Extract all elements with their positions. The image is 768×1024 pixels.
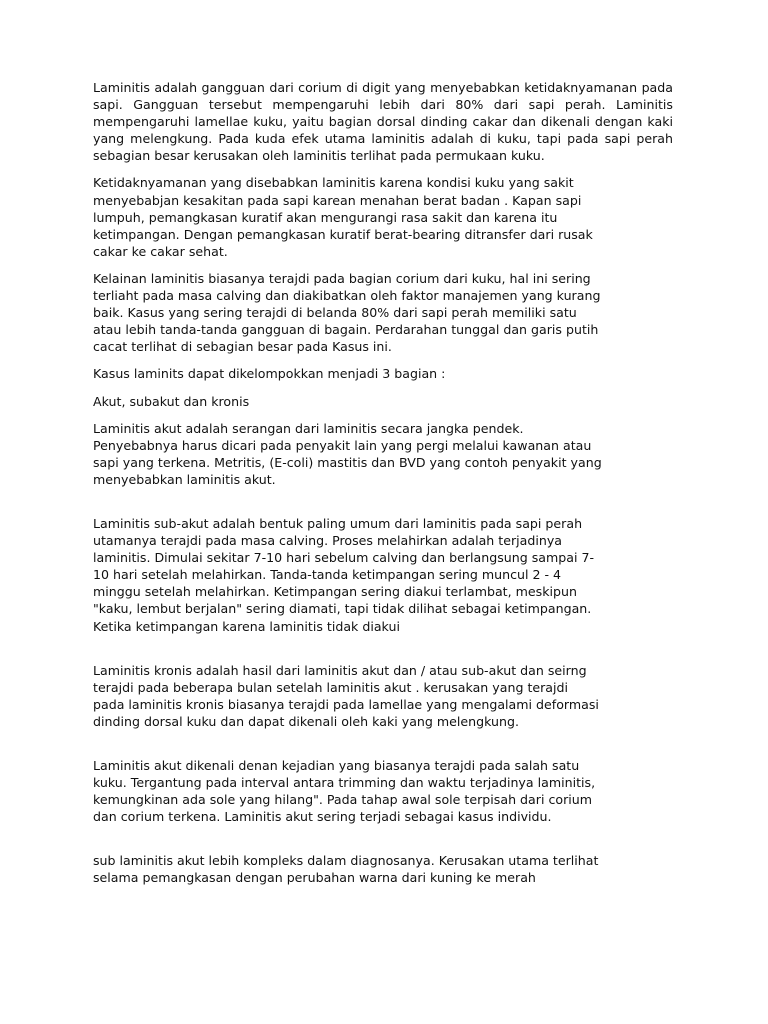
paragraph-discomfort: Ketidaknyamanan yang disebabkan laminitis karena kondisi kuku yang sakit menyebabjan kesakitan pada sapi karean menahan berat badan . Kapan sapi lumpuh, pemangkasan kuratif akan mengurangi rasa sakit dan karena itu ketimpangan. Dengan pemangkasan kuratif berat-bearing ditransfer dari rusak cakar ke cakar sehat. bbox=[93, 175, 593, 259]
paragraph-acute: Laminitis akut adalah serangan dari laminitis secara jangka pendek. Penyebabnya harus dicari pada penyakit lain yang pergi melalui kawanan atau sapi yang terkena. Metritis, (E-coli) mastitis dan BVD yang contoh penyakit yang menyebabkan laminitis akut. bbox=[93, 420, 602, 487]
paragraph-intro: Laminitis adalah gangguan dari corium di digit yang menyebabkan ketidaknyamanan pada sapi. Gangguan tersebut mempengaruhi lebih dari 80% dari sapi perah. Laminitis mempengaruhi lamellae kuku, yaitu bagian dorsal dinding cakar dan dikenali dengan kaki yang melengkung. Pada kuda efek utama laminitis adalah di kuku, tapi pada sapi perah sebagian besar kerusakan oleh laminitis terlihat pada permukaan kuku. bbox=[93, 80, 673, 164]
paragraph-subacute-diagnosis: sub laminitis akut lebih kompleks dalam diagnosanya. Kerusakan utama terlihat selama pemangkasan dengan perubahan warna dari kuning ke merah bbox=[93, 853, 599, 886]
paragraph-classification: Kasus laminits dapat dikelompokkan menjadi 3 bagian : bbox=[93, 366, 446, 382]
paragraph-chronic: Laminitis kronis adalah hasil dari laminitis akut dan / atau sub-akut dan seirng terajdi pada beberapa bulan setelah laminitis akut . kerusakan yang terajdi pada laminitis kronis biasanya terajdi pada lamellae yang mengalami deformasi dinding dorsal kuku dan dapat dikenali oleh kaki yang melengkung. bbox=[93, 662, 599, 729]
paragraph-acute-recognition: Laminitis akut dikenali denan kejadian yang biasanya terajdi pada salah satu kuku. Tergantung pada interval antara trimming dan waktu terjadinya laminitis, kemungkinan ada sole yang hilang". Pada tahap awal sole terpisah dari corium dan corium terkena. Laminitis akut sering terjadi sebagai kasus individu. bbox=[93, 758, 596, 825]
paragraph-categories: Akut, subakut dan kronis bbox=[93, 393, 250, 409]
document-page bbox=[93, 79, 673, 887]
paragraph-subacute: Laminitis sub-akut adalah bentuk paling umum dari laminitis pada sapi perah utamanya terajdi pada masa calving. Proses melahirkan adalah terjadinya laminitis. Dimulai sekitar 7-10 hari sebelum calving dan berlangsung sampai 7- 10 hari setelah melahirkan. Tanda-tanda ketimpangan sering muncul 2 - 4 minggu setelah melahirkan. Ketimpangan sering diakui terlambat, meskipun "kaku, lembut berjalan" sering diamati, tapi tidak dilihat sebagai ketimpangan. Ketika ketimpangan karena laminitis tidak diakui bbox=[93, 515, 595, 634]
paragraph-abnormality: Kelainan laminitis biasanya terajdi pada bagian corium dari kuku, hal ini sering terliaht pada masa calving dan diakibatkan oleh faktor manajemen yang kurang baik. Kasus yang sering terajdi di belanda 80% dari sapi perah memiliki satu atau lebih tanda-tanda gangguan di bagain. Perdarahan tunggal dan garis putih cacat terlihat di sebagian besar pada Kasus ini. bbox=[93, 270, 601, 355]
